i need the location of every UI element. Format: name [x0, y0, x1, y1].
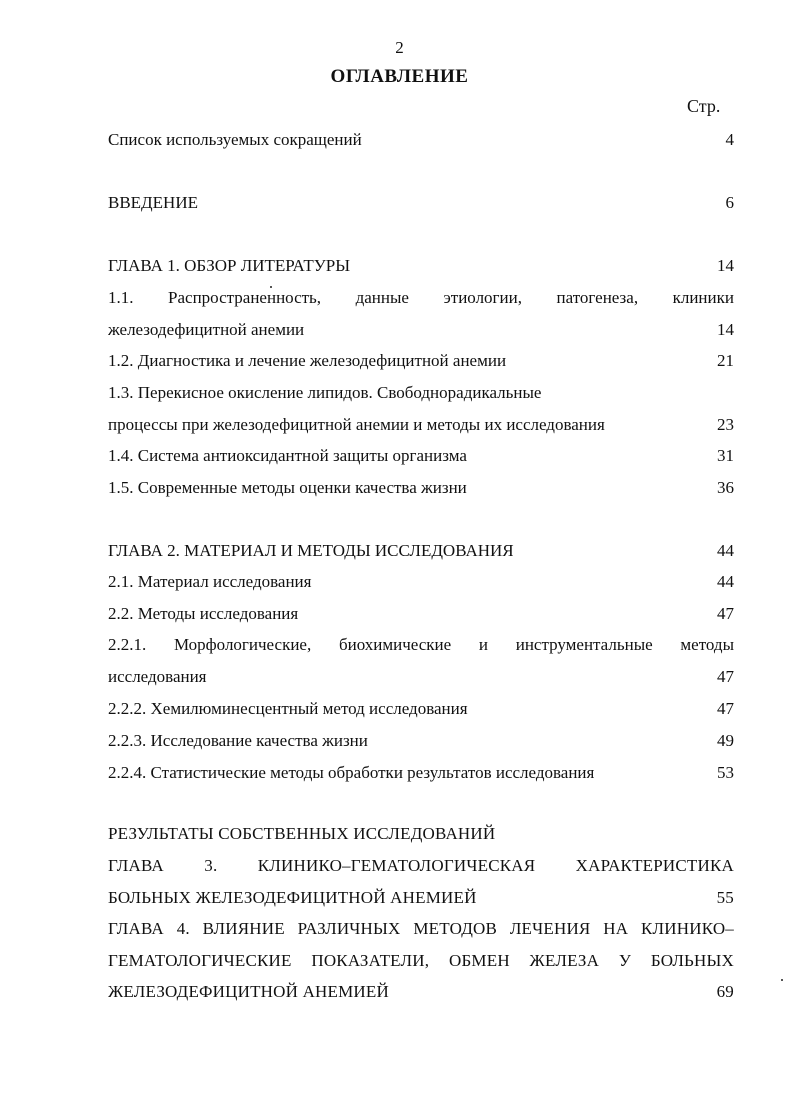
toc-entry-results[interactable]: [108, 818, 734, 850]
toc-entry-text: 1.5. Современные методы оценки качества жизни: [108, 478, 467, 497]
toc-entry-page: 23: [717, 414, 734, 434]
toc-entry-page: 44: [717, 541, 734, 560]
toc-entry-2-2-3[interactable]: [108, 725, 734, 757]
toc-entry-chapter-4[interactable]: [108, 913, 734, 1008]
toc-entry-chapter-3[interactable]: [108, 850, 734, 913]
toc-entry-1-1[interactable]: [108, 282, 734, 345]
toc-entry-text: ГЛАВА 1. ОБЗОР ЛИТЕРАТУРЫ: [108, 256, 351, 275]
toc-entry-1-4[interactable]: [108, 440, 734, 472]
toc-entry-2-2-4[interactable]: [108, 757, 734, 789]
toc-entry-text: 2.2.2. Хемилюминесцентный метод исследования: [108, 699, 468, 718]
toc-entry-1-5[interactable]: [108, 472, 734, 504]
toc-entry-text: железодефицитной анемии: [108, 319, 305, 339]
toc-entry-page: 69: [716, 982, 734, 1002]
toc-entry-text: ГЕМАТОЛОГИЧЕСКИЕ ПОКАЗАТЕЛИ, ОБМЕН ЖЕЛЕЗА У БОЛЬНЫХ: [108, 950, 734, 970]
pages-column-header: Стр.: [687, 96, 721, 116]
toc-entry-text: ГЛАВА 3. КЛИНИКО–ГЕМАТОЛОГИЧЕСКАЯ ХАРАКТЕРИСТИКА: [108, 856, 734, 875]
toc-entry-page: 49: [717, 731, 734, 750]
toc-entry-text: 1.2. Диагностика и лечение железодефицитной анемии: [108, 351, 507, 370]
toc-entry-page: 14: [717, 319, 734, 339]
toc-entry-page: 53: [717, 763, 734, 782]
toc-entry-text: 1.4. Система антиоксидантной защиты организма: [108, 446, 467, 465]
toc-entry-page: 55: [716, 887, 734, 907]
toc-entry-1-3[interactable]: [108, 377, 734, 440]
toc-entry-text: процессы при железодефицитной анемии и методы их исследования: [108, 414, 605, 434]
toc-entry-page: 6: [725, 193, 734, 212]
toc-entry-chapter-1[interactable]: [108, 250, 734, 282]
toc-entry-text: РЕЗУЛЬТАТЫ СОБСТВЕННЫХ ИССЛЕДОВАНИЙ: [108, 824, 496, 843]
toc-entry-text: 1.1. Распространенность, данные этиологии, патогенеза, клиники: [108, 288, 734, 307]
toc-entry-page: 14: [717, 256, 734, 275]
toc-entry-page: 21: [717, 351, 734, 370]
toc-entry-2-2-2[interactable]: [108, 693, 734, 725]
scan-speck: [781, 979, 783, 981]
toc-entry-text: 2.2.1. Морфологические, биохимические и инструментальные методы: [108, 635, 734, 654]
toc-entry-page: 47: [717, 604, 734, 623]
toc-entry-1-2[interactable]: [108, 345, 734, 377]
toc-entry-introduction[interactable]: [108, 187, 734, 219]
document-title: ОГЛАВЛЕНИЕ: [330, 66, 469, 87]
toc-entry-text: 2.2.3. Исследование качества жизни: [108, 731, 368, 750]
toc-entry-2-2-1[interactable]: [108, 629, 734, 692]
toc-entry-text: ГЛАВА 4. ВЛИЯНИЕ РАЗЛИЧНЫХ МЕТОДОВ ЛЕЧЕНИЯ НА КЛИНИКО–: [108, 919, 734, 938]
toc-entry-abbreviations[interactable]: [108, 124, 734, 156]
toc-entry-text: ВВЕДЕНИЕ: [108, 193, 198, 212]
toc-entry-page: 44: [717, 572, 734, 591]
toc-entry-page: 4: [725, 130, 734, 149]
toc-entry-text: 2.2. Методы исследования: [108, 604, 299, 623]
toc-entry-2-1[interactable]: [108, 566, 734, 598]
toc-entry-page: 47: [717, 666, 734, 686]
toc-entry-text: ЖЕЛЕЗОДЕФИЦИТНОЙ АНЕМИЕЙ: [108, 982, 389, 1002]
toc-entry-text: БОЛЬНЫХ ЖЕЛЕЗОДЕФИЦИТНОЙ АНЕМИЕЙ: [108, 887, 477, 907]
toc-entry-chapter-2[interactable]: [108, 535, 734, 567]
toc-entry-page: 36: [717, 478, 734, 497]
toc-entry-2-2[interactable]: [108, 598, 734, 630]
toc-entry-text: Список используемых сокращений: [108, 130, 362, 149]
toc-entry-text: 2.1. Материал исследования: [108, 572, 312, 591]
toc-entry-text: исследования: [108, 666, 207, 686]
page-number: 2: [395, 38, 404, 57]
toc-entry-page: 47: [717, 699, 734, 718]
toc-entry-text: 1.3. Перекисное окисление липидов. Свободнорадикальные: [108, 383, 542, 402]
toc-entry-page: 31: [717, 446, 734, 465]
toc-entry-text: 2.2.4. Статистические методы обработки результатов исследования: [108, 763, 595, 782]
toc-entry-text: ГЛАВА 2. МАТЕРИАЛ И МЕТОДЫ ИССЛЕДОВАНИЯ: [108, 541, 514, 560]
scan-speck: [270, 286, 272, 288]
